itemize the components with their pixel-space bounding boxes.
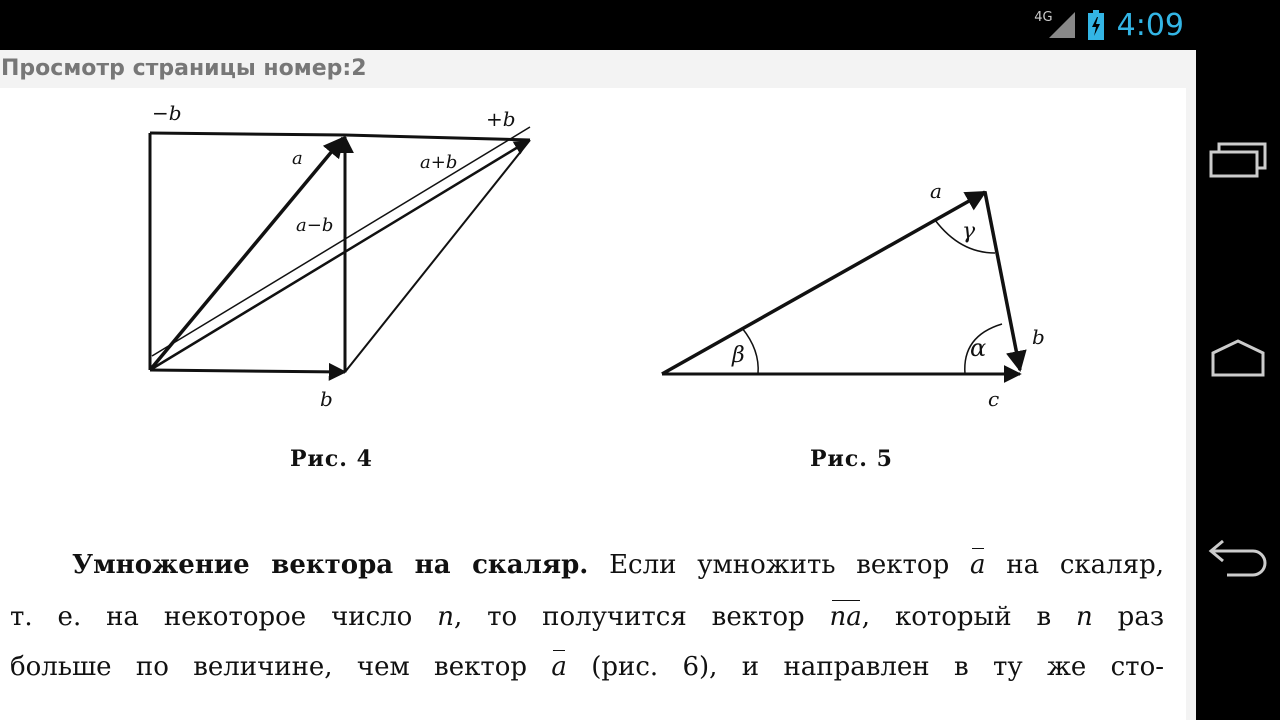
- vector-symbol: na: [829, 602, 862, 632]
- fig4-vector-a-minus-b: [152, 127, 530, 356]
- back-button[interactable]: [1196, 512, 1280, 602]
- fig5-vector-a: [662, 192, 985, 374]
- paragraph-heading: Умножение вектора на скаляр.: [72, 550, 589, 580]
- figures: [0, 88, 1186, 438]
- paragraph-text: т. е. на некоторое число: [10, 602, 438, 632]
- paragraph-text: Если умножить вектор: [588, 550, 970, 580]
- fig4-bottom-side: [150, 370, 345, 372]
- fig4-vector-a: [150, 138, 343, 370]
- page-title: Просмотр страницы номер:2: [1, 56, 367, 81]
- fig4-label-a-plus-b: a+b: [420, 152, 458, 173]
- fig5-label-a: a: [930, 179, 942, 203]
- fig4-right-diagonal: [345, 140, 530, 372]
- recent-apps-icon: [1209, 140, 1267, 180]
- paragraph-line-2: [10, 602, 1164, 632]
- clock: 4:09: [1116, 7, 1184, 43]
- paragraph-line-1: [72, 550, 1164, 580]
- fig4-label-a: a: [292, 148, 303, 169]
- back-icon: [1207, 537, 1269, 577]
- fig4-top-right-segment: [345, 135, 530, 140]
- vector-symbol: a: [551, 652, 567, 682]
- fig4-label-b: b: [320, 387, 333, 411]
- battery-charging-icon: [1087, 10, 1105, 40]
- paragraph-text: больше по величине, чем вектор: [10, 652, 552, 682]
- fig4-label-pos-b: +b: [486, 107, 516, 131]
- paragraph-line-3: [10, 652, 1164, 682]
- status-icons: [1034, 0, 1184, 50]
- fig5-label-alpha: α: [970, 334, 987, 362]
- home-button[interactable]: [1196, 312, 1280, 402]
- network-type-label: 4G: [1034, 9, 1053, 25]
- home-icon: [1209, 337, 1267, 377]
- figure-4-diagram: [150, 127, 530, 372]
- figure-4-caption: Рис. 4: [290, 446, 373, 472]
- recent-apps-button[interactable]: [1196, 115, 1280, 205]
- fig4-top-left-segment: [150, 133, 345, 135]
- page-viewer: [0, 50, 1196, 720]
- fig4-label-neg-b: −b: [152, 101, 182, 125]
- fig4-vector-a-plus-b: [150, 141, 528, 370]
- navigation-bar: [1196, 0, 1280, 720]
- status-bar: [0, 0, 1196, 50]
- fig5-vector-b: [985, 192, 1020, 370]
- paragraph-text: на скаляр,: [985, 550, 1164, 580]
- paragraph-text: , то получится вектор: [454, 602, 830, 632]
- scanned-page[interactable]: [0, 88, 1186, 720]
- fig5-label-gamma: γ: [962, 219, 976, 244]
- fig5-label-b: b: [1032, 325, 1045, 349]
- fig5-label-c: c: [988, 387, 1000, 411]
- fig5-label-beta: β: [732, 343, 745, 368]
- fig4-label-a-minus-b: a−b: [296, 215, 334, 236]
- paragraph-text: , который в: [861, 602, 1077, 632]
- paragraph-text: раз: [1092, 602, 1165, 632]
- variable-symbol: n: [1076, 602, 1093, 632]
- paragraph-text: (рис. 6), и направлен в ту же сто-: [566, 652, 1165, 682]
- variable-symbol: n: [437, 602, 454, 632]
- vector-symbol: a: [969, 550, 986, 580]
- figure-5-caption: Рис. 5: [810, 446, 893, 472]
